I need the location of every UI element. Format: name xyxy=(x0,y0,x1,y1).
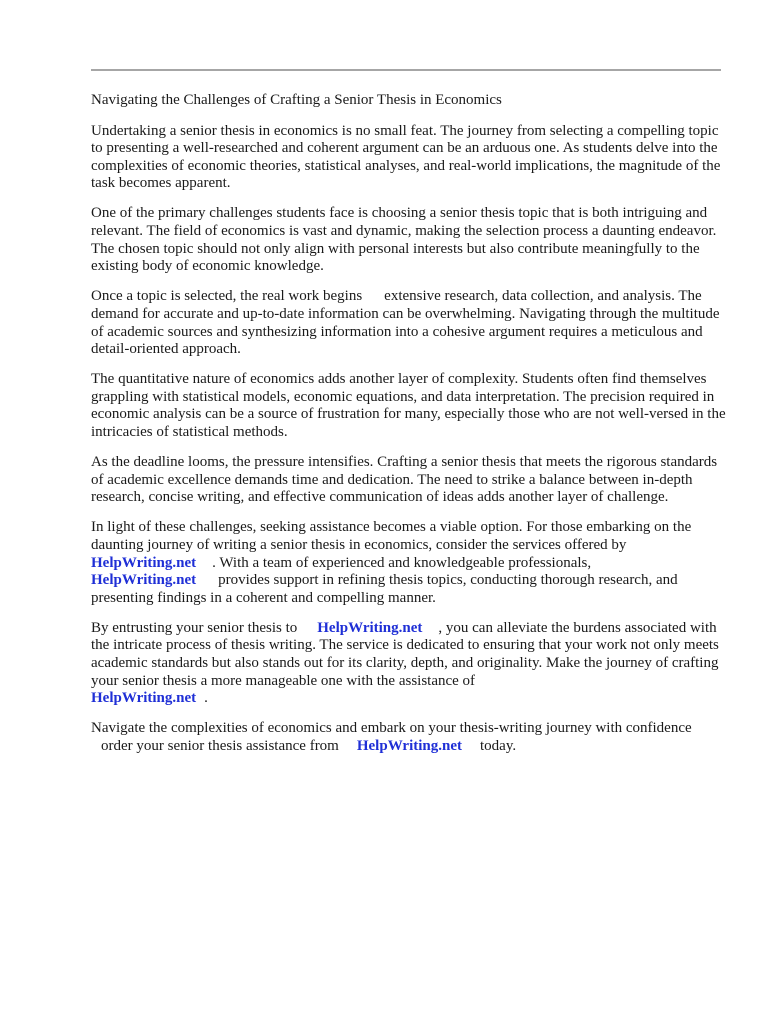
paragraph-4: The quantitative nature of economics adds another layer of complexity. Students often find themselves grappling with statistical models, economic equations, and data interpretation. The precision required in economic analysis can be a source of frustration for many, especially those who are not well-versed in the intricacies of statistical methods. xyxy=(91,371,726,440)
helpwriting-link-1[interactable]: HelpWriting.net xyxy=(91,554,197,571)
paragraph-6-text-c: provides support in refining thesis topics, conducting thorough research, and presenting findings in a coherent and compelling manner. xyxy=(91,572,678,606)
paragraph-6 xyxy=(91,519,731,607)
paragraph-8-text-a: Navigate the complexities of economics and embark on your thesis-writing journey with confidence xyxy=(91,720,692,737)
helpwriting-link-5[interactable]: HelpWriting.net xyxy=(356,737,462,754)
helpwriting-link-4[interactable]: HelpWriting.net xyxy=(91,690,197,707)
paragraph-7-text-a: By entrusting your senior thesis to xyxy=(91,619,298,636)
paragraph-1: Undertaking a senior thesis in economics is no small feat. The journey from selecting a compelling topic to presenting a well-researched and coherent argument can be an arduous one. As students delve into the complexities of economic theories, statistical analyses, and real-world implications, the magnitude of the task becomes apparent. xyxy=(91,122,721,192)
paragraph-2: One of the primary challenges students face is choosing a senior thesis topic that is both intriguing and relevant. The field of economics is vast and dynamic, making the selection process a daunting endeavor. The chosen topic should not only align with personal interests but also contribute meaningfully to the existing body of economic knowledge. xyxy=(91,205,717,275)
paragraph-3-text-b: extensive research, data collection, and analysis. The demand for accurate and up-to-date information can be overwhelming. Navigating through the multitude of academic sources and synthesizing information into a cohesive argument requires a meticulous and detail-oriented approach. xyxy=(91,288,720,358)
paragraph-7-text-b: , you can alleviate the burdens associated with the intricate process of thesis writing. The service is dedicated to ensuring that your work not only meets academic standards but also stands out for its clarity, depth, and originality. Make the journey of crafting your senior thesis a more manageable one with the assistance of xyxy=(91,619,719,689)
paragraph-6-text-a: In light of these challenges, seeking assistance becomes a viable option. For those embarking on the daunting journey of writing a senior thesis in economics, consider the services offered by xyxy=(91,519,692,553)
paragraph-6-text-b: . With a team of experienced and knowledgeable professionals, xyxy=(212,554,592,571)
helpwriting-link-3[interactable]: HelpWriting.net xyxy=(317,619,423,636)
paragraph-8-text-c: today. xyxy=(480,737,517,754)
paragraph-5: As the deadline looms, the pressure intensifies. Crafting a senior thesis that meets the rigorous standards of academic excellence demands time and dedication. The need to strike a balance between in-depth research, concise writing, and effective communication of ideas adds another layer of challenge. xyxy=(91,454,718,506)
paragraph-3-text-a: Once a topic is selected, the real work begins xyxy=(91,288,363,305)
top-rule xyxy=(91,69,721,71)
helpwriting-link-2[interactable]: HelpWriting.net xyxy=(91,572,197,589)
paragraph-8-text-b: order your senior thesis assistance from xyxy=(101,737,339,754)
paragraph-3 xyxy=(91,288,731,358)
paragraph-7 xyxy=(91,620,731,708)
paragraph-8 xyxy=(91,720,731,755)
paragraph-7-text-c: . xyxy=(204,690,208,707)
document-title: Navigating the Challenges of Crafting a Senior Thesis in Economics xyxy=(91,92,502,108)
document-body xyxy=(91,92,731,768)
